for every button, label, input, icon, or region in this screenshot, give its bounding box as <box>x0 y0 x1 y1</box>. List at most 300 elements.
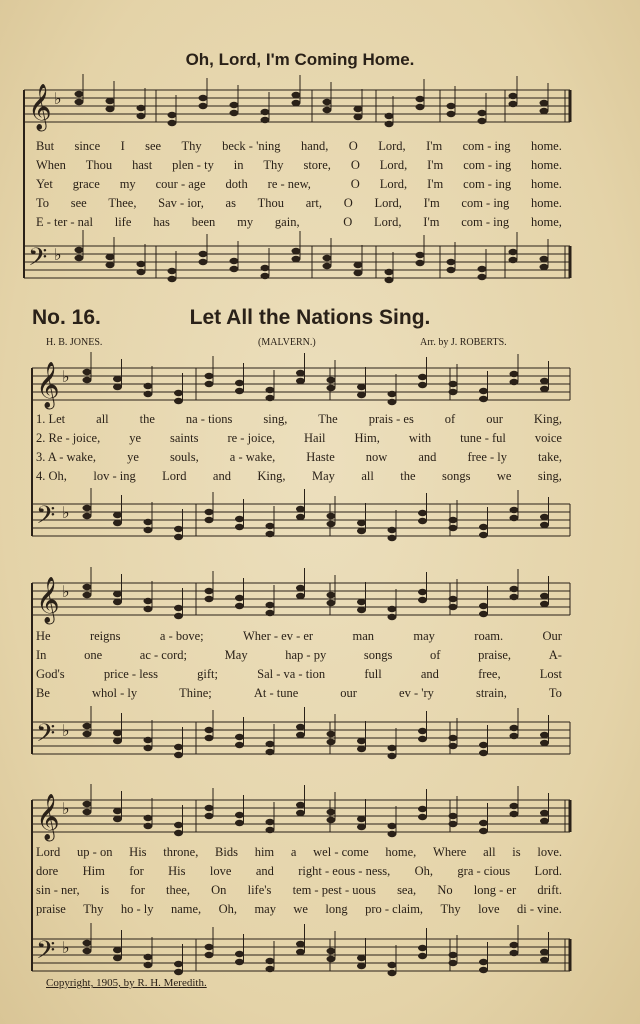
lyric-word: re - joice, <box>227 431 276 445</box>
note-head <box>174 390 183 396</box>
note-head <box>296 732 305 738</box>
lyric-word: in <box>233 158 244 172</box>
note-head <box>266 966 275 972</box>
lyric-word: A- <box>548 648 562 662</box>
note-head <box>354 270 363 276</box>
lyric-word: full <box>364 667 382 681</box>
lyric-word: love <box>478 902 500 916</box>
lyric-word: God's <box>36 667 65 681</box>
note-head <box>137 105 146 111</box>
note-head <box>113 816 122 822</box>
lyric-word: ho - ly <box>120 902 154 916</box>
lyric-word: hast <box>132 158 153 172</box>
note-head <box>174 398 183 404</box>
note-head <box>418 814 427 820</box>
lyric-line <box>36 194 562 213</box>
lyric-word: na - tions <box>185 412 233 426</box>
hymn-author: H. B. JONES. <box>46 337 103 348</box>
hymn-b-lyrics-system-1 <box>36 410 562 486</box>
note-head <box>106 106 115 112</box>
note-head <box>174 752 183 758</box>
lyric-word: with <box>408 431 432 445</box>
lyric-word: may <box>413 629 435 643</box>
flat-key-signature-icon: ♭ <box>62 503 70 522</box>
copyright-notice: Copyright, 1905, by R. H. Meredith. <box>46 977 207 989</box>
note-head <box>323 263 332 269</box>
note-head <box>168 120 177 126</box>
note-head <box>418 510 427 516</box>
note-head <box>174 822 183 828</box>
note-head <box>205 805 214 811</box>
lyric-line <box>36 881 562 900</box>
lyric-word: all <box>361 469 374 483</box>
note-head <box>388 823 397 829</box>
note-head <box>235 742 244 748</box>
note-head <box>447 111 456 117</box>
note-head <box>327 513 336 519</box>
note-head <box>144 606 153 612</box>
note-head <box>230 102 239 108</box>
note-head <box>235 603 244 609</box>
note-head <box>418 953 427 959</box>
lyric-word: my <box>119 177 136 191</box>
lyric-word: home. <box>531 177 562 191</box>
lyric-word: wel - come <box>313 845 369 859</box>
lyric-word: Thee, <box>108 196 137 210</box>
note-head <box>296 585 305 591</box>
lyric-word: To <box>548 686 562 700</box>
note-head <box>168 268 177 274</box>
lyric-line <box>36 843 562 862</box>
lyric-word: I'm <box>423 196 440 210</box>
lyric-word: Hail <box>304 431 326 445</box>
lyric-word: Haste <box>306 450 335 464</box>
lyric-word: Thy <box>181 139 202 153</box>
note-head <box>83 377 92 383</box>
lyric-word: strain, <box>475 686 507 700</box>
lyric-word: drift. <box>537 883 562 897</box>
flat-key-signature-icon: ♭ <box>62 582 70 601</box>
lyric-word: beck - 'ning <box>222 139 281 153</box>
note-head <box>510 942 519 948</box>
note-head <box>357 392 366 398</box>
lyric-word: King, <box>533 412 562 426</box>
lyric-word: roam. <box>474 629 504 643</box>
note-head <box>323 255 332 261</box>
lyric-line <box>36 410 562 429</box>
lyric-line <box>36 862 562 881</box>
lyric-word: art, <box>305 196 323 210</box>
note-head <box>75 99 84 105</box>
lyric-word: and <box>255 864 274 878</box>
note-head <box>205 727 214 733</box>
lyric-word: Lord, <box>379 158 408 172</box>
note-head <box>510 733 519 739</box>
note-head <box>113 738 122 744</box>
note-head <box>199 259 208 265</box>
lyric-word: tem - pest - uous <box>292 883 376 897</box>
lyric-word: E - ter - nal <box>36 215 93 229</box>
note-head <box>323 107 332 113</box>
lyric-word: O <box>343 215 353 229</box>
note-head <box>266 610 275 616</box>
note-head <box>292 256 301 262</box>
note-head <box>235 812 244 818</box>
lyric-word: O <box>350 177 360 191</box>
note-head <box>357 528 366 534</box>
note-head <box>83 505 92 511</box>
lyric-word: sin - ner, <box>36 883 80 897</box>
note-head <box>235 516 244 522</box>
note-head <box>449 743 458 749</box>
note-head <box>509 101 518 107</box>
bass-clef-icon: 𝄢 <box>36 719 56 754</box>
note-head <box>205 735 214 741</box>
note-head <box>510 811 519 817</box>
lyric-line <box>36 627 562 646</box>
lyric-word: prais - es <box>368 412 414 426</box>
lyric-word: I <box>120 139 125 153</box>
note-head <box>385 121 394 127</box>
note-head <box>205 944 214 950</box>
note-head <box>83 809 92 815</box>
lyric-line <box>36 175 562 194</box>
note-head <box>137 113 146 119</box>
lyric-word: sea, <box>397 883 417 897</box>
lyric-word: Lord <box>36 845 61 859</box>
note-head <box>479 524 488 530</box>
lyric-word: home. <box>530 139 562 153</box>
note-head <box>296 378 305 384</box>
lyric-word: His <box>168 864 186 878</box>
note-head <box>357 607 366 613</box>
note-head <box>388 535 397 541</box>
lyric-word: Be <box>36 686 50 700</box>
lyric-word: free, <box>478 667 501 681</box>
lyric-word: com - ing <box>461 196 510 210</box>
note-head <box>83 513 92 519</box>
note-head <box>540 949 549 955</box>
note-head <box>327 377 336 383</box>
note-head <box>266 819 275 825</box>
note-head <box>540 108 549 114</box>
note-head <box>296 810 305 816</box>
lyric-word: praise, <box>478 648 512 662</box>
lyric-word: free - ly <box>467 450 508 464</box>
note-head <box>266 958 275 964</box>
note-head <box>478 118 487 124</box>
note-head <box>449 735 458 741</box>
lyric-word: all <box>483 845 496 859</box>
note-head <box>449 821 458 827</box>
note-head <box>75 247 84 253</box>
note-head <box>106 254 115 260</box>
lyric-word: Lord, <box>374 196 402 210</box>
note-head <box>323 99 332 105</box>
lyric-word: Lord. <box>534 864 562 878</box>
lyric-word: Yet <box>36 177 53 191</box>
lyric-line <box>36 665 562 684</box>
lyric-word: hap - py <box>285 648 327 662</box>
lyric-word: throne, <box>163 845 199 859</box>
hymn-b-title: Let All the Nations Sing. <box>189 306 431 329</box>
note-head <box>205 588 214 594</box>
lyric-word: for <box>129 864 144 878</box>
note-head <box>199 95 208 101</box>
treble-clef-icon: 𝄞 <box>36 362 60 408</box>
note-head <box>388 962 397 968</box>
note-head <box>509 249 518 255</box>
note-head <box>388 831 397 837</box>
lyric-word: Lord, <box>378 139 406 153</box>
lyric-line <box>36 646 562 665</box>
note-head <box>510 507 519 513</box>
hymn-number: No. 16. <box>32 306 101 329</box>
note-head <box>327 817 336 823</box>
note-head <box>327 809 336 815</box>
lyric-word: we <box>293 902 308 916</box>
note-head <box>199 103 208 109</box>
note-head <box>357 955 366 961</box>
note-head <box>205 381 214 387</box>
note-head <box>416 260 425 266</box>
note-head <box>388 970 397 976</box>
note-head <box>357 816 366 822</box>
lyric-word: com - ing <box>463 177 512 191</box>
lyric-word: hand, <box>300 139 329 153</box>
note-head <box>83 731 92 737</box>
note-head <box>418 518 427 524</box>
lyric-line <box>36 448 562 467</box>
lyric-word: our <box>340 686 357 700</box>
lyric-word: songs <box>441 469 471 483</box>
note-head <box>449 525 458 531</box>
note-head <box>479 396 488 402</box>
flat-key-signature-icon: ♭ <box>54 89 62 108</box>
note-head <box>418 945 427 951</box>
note-head <box>261 273 270 279</box>
lyric-word: gra - cious <box>457 864 511 878</box>
lyric-word: may <box>254 902 276 916</box>
note-head <box>83 940 92 946</box>
note-head <box>357 384 366 390</box>
note-head <box>354 106 363 112</box>
lyric-word: of <box>444 412 456 426</box>
lyric-word: price - less <box>103 667 158 681</box>
note-head <box>205 952 214 958</box>
lyric-word: home. <box>531 158 562 172</box>
lyric-word: home. <box>531 196 562 210</box>
lyric-word: ye <box>127 450 139 464</box>
lyric-word: 4. Oh, <box>36 469 67 483</box>
note-head <box>327 385 336 391</box>
note-head <box>174 830 183 836</box>
note-head <box>447 259 456 265</box>
flat-key-signature-icon: ♭ <box>62 367 70 386</box>
lyric-word: man <box>352 629 374 643</box>
note-head <box>144 527 153 533</box>
note-head <box>83 948 92 954</box>
note-head <box>174 961 183 967</box>
lyric-word: di - vine. <box>517 902 562 916</box>
note-head <box>327 600 336 606</box>
note-head <box>540 957 549 963</box>
lyric-word: 2. Re - joice, <box>36 431 101 445</box>
note-head <box>540 810 549 816</box>
note-head <box>106 98 115 104</box>
note-head <box>540 100 549 106</box>
note-head <box>327 731 336 737</box>
lyric-word: ac - cord; <box>139 648 187 662</box>
treble-clef-icon: 𝄞 <box>36 794 60 840</box>
lyric-word: Thy <box>83 902 104 916</box>
note-head <box>418 374 427 380</box>
lyric-word: Lord <box>162 469 187 483</box>
note-head <box>144 954 153 960</box>
note-head <box>327 739 336 745</box>
note-head <box>540 378 549 384</box>
lyric-word: O <box>343 196 353 210</box>
note-head <box>296 949 305 955</box>
note-head <box>388 399 397 405</box>
note-head <box>113 384 122 390</box>
note-head <box>296 506 305 512</box>
lyric-word: him <box>254 845 275 859</box>
note-head <box>510 594 519 600</box>
lyric-word: sing, <box>537 469 562 483</box>
note-head <box>449 604 458 610</box>
note-head <box>357 824 366 830</box>
note-head <box>144 519 153 525</box>
lyric-word: my <box>237 215 254 229</box>
note-head <box>235 380 244 386</box>
lyric-line <box>36 900 562 919</box>
lyric-word: see <box>145 139 162 153</box>
note-head <box>230 266 239 272</box>
note-head <box>266 827 275 833</box>
note-head <box>83 592 92 598</box>
note-head <box>230 110 239 116</box>
note-head <box>292 248 301 254</box>
note-head <box>174 744 183 750</box>
note-head <box>235 388 244 394</box>
note-head <box>357 963 366 969</box>
hymn-a-title: Oh, Lord, I'm Coming Home. <box>185 50 415 69</box>
lyric-word: life <box>114 215 132 229</box>
note-head <box>357 599 366 605</box>
hymn-a-lyrics <box>36 137 562 232</box>
lyric-word: voice <box>534 431 562 445</box>
lyric-word: thee, <box>166 883 190 897</box>
lyric-word: store, <box>303 158 331 172</box>
note-head <box>449 389 458 395</box>
note-head <box>266 531 275 537</box>
note-head <box>75 255 84 261</box>
lyric-word: souls, <box>169 450 199 464</box>
note-head <box>479 532 488 538</box>
treble-clef-icon: 𝄞 <box>36 577 60 623</box>
bass-clef-icon: 𝄢 <box>36 936 56 971</box>
note-head <box>174 605 183 611</box>
note-head <box>540 522 549 528</box>
lyric-word: right - eous - ness, <box>298 864 391 878</box>
note-head <box>354 114 363 120</box>
lyric-word: reigns <box>89 629 121 643</box>
note-head <box>113 947 122 953</box>
note-head <box>447 103 456 109</box>
lyric-word: love. <box>537 845 562 859</box>
lyric-line <box>36 213 562 232</box>
lyric-word: His <box>129 845 147 859</box>
lyric-word: com - ing <box>461 215 510 229</box>
note-head <box>354 262 363 268</box>
lyric-word: Thy <box>263 158 284 172</box>
lyric-word: No <box>437 883 453 897</box>
note-head <box>327 592 336 598</box>
lyric-word: Oh, <box>414 864 434 878</box>
lyric-word: name, <box>170 902 202 916</box>
note-head <box>540 386 549 392</box>
note-head <box>235 524 244 530</box>
lyric-word: take, <box>538 450 562 464</box>
lyric-word: tune - ful <box>460 431 506 445</box>
lyric-word: Wher - ev - er <box>243 629 314 643</box>
note-head <box>83 723 92 729</box>
note-head <box>416 96 425 102</box>
note-head <box>540 264 549 270</box>
lyric-word: and <box>418 450 437 464</box>
note-head <box>174 613 183 619</box>
note-head <box>540 818 549 824</box>
note-head <box>388 745 397 751</box>
note-head <box>144 962 153 968</box>
note-head <box>266 387 275 393</box>
lyric-word: songs <box>363 648 393 662</box>
lyric-word: long <box>325 902 348 916</box>
note-head <box>144 815 153 821</box>
note-head <box>540 601 549 607</box>
note-head <box>235 734 244 740</box>
lyric-word: In <box>36 648 47 662</box>
note-head <box>235 951 244 957</box>
note-head <box>235 820 244 826</box>
note-head <box>296 724 305 730</box>
lyric-word: O <box>350 158 360 172</box>
lyric-word: now <box>365 450 388 464</box>
treble-clef-icon: 𝄞 <box>28 84 52 130</box>
lyric-word: com - ing <box>462 139 511 153</box>
note-head <box>388 614 397 620</box>
lyric-word: 3. A - wake, <box>36 450 97 464</box>
note-head <box>449 381 458 387</box>
note-head <box>540 732 549 738</box>
note-head <box>479 603 488 609</box>
lyric-line <box>36 429 562 448</box>
note-head <box>510 586 519 592</box>
note-head <box>266 749 275 755</box>
lyric-word: He <box>36 629 51 643</box>
lyric-word: Lord, <box>379 177 408 191</box>
lyric-word: has <box>153 215 170 229</box>
lyric-word: I'm <box>423 215 440 229</box>
lyric-word: ye <box>129 431 142 445</box>
note-head <box>479 967 488 973</box>
lyric-word: I'm <box>427 177 444 191</box>
lyric-word: a - wake, <box>229 450 276 464</box>
note-head <box>478 266 487 272</box>
note-head <box>418 728 427 734</box>
note-head <box>418 382 427 388</box>
